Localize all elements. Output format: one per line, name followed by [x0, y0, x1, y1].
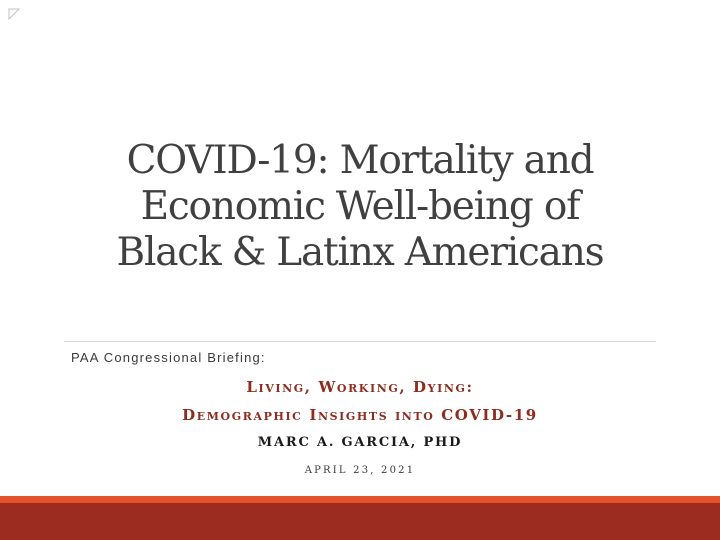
briefing-label: PAA Congressional Briefing:	[71, 350, 266, 365]
subtitle-line-2: Demographic Insights into COVID-19	[182, 406, 538, 424]
presentation-date: APRIL 23, 2021	[304, 465, 416, 476]
corner-triangle-icon	[8, 8, 20, 20]
title-divider	[64, 341, 656, 342]
footer-accent-stripe	[0, 496, 720, 503]
slide-title: COVID-19: Mortality and Economic Well-being of Black & Latinx Americans	[116, 138, 604, 275]
author-name: MARC A. GARCIA, PHD	[257, 435, 463, 450]
subtitle-line-1: Living, Working, Dying:	[246, 378, 474, 396]
footer-band	[0, 503, 720, 540]
